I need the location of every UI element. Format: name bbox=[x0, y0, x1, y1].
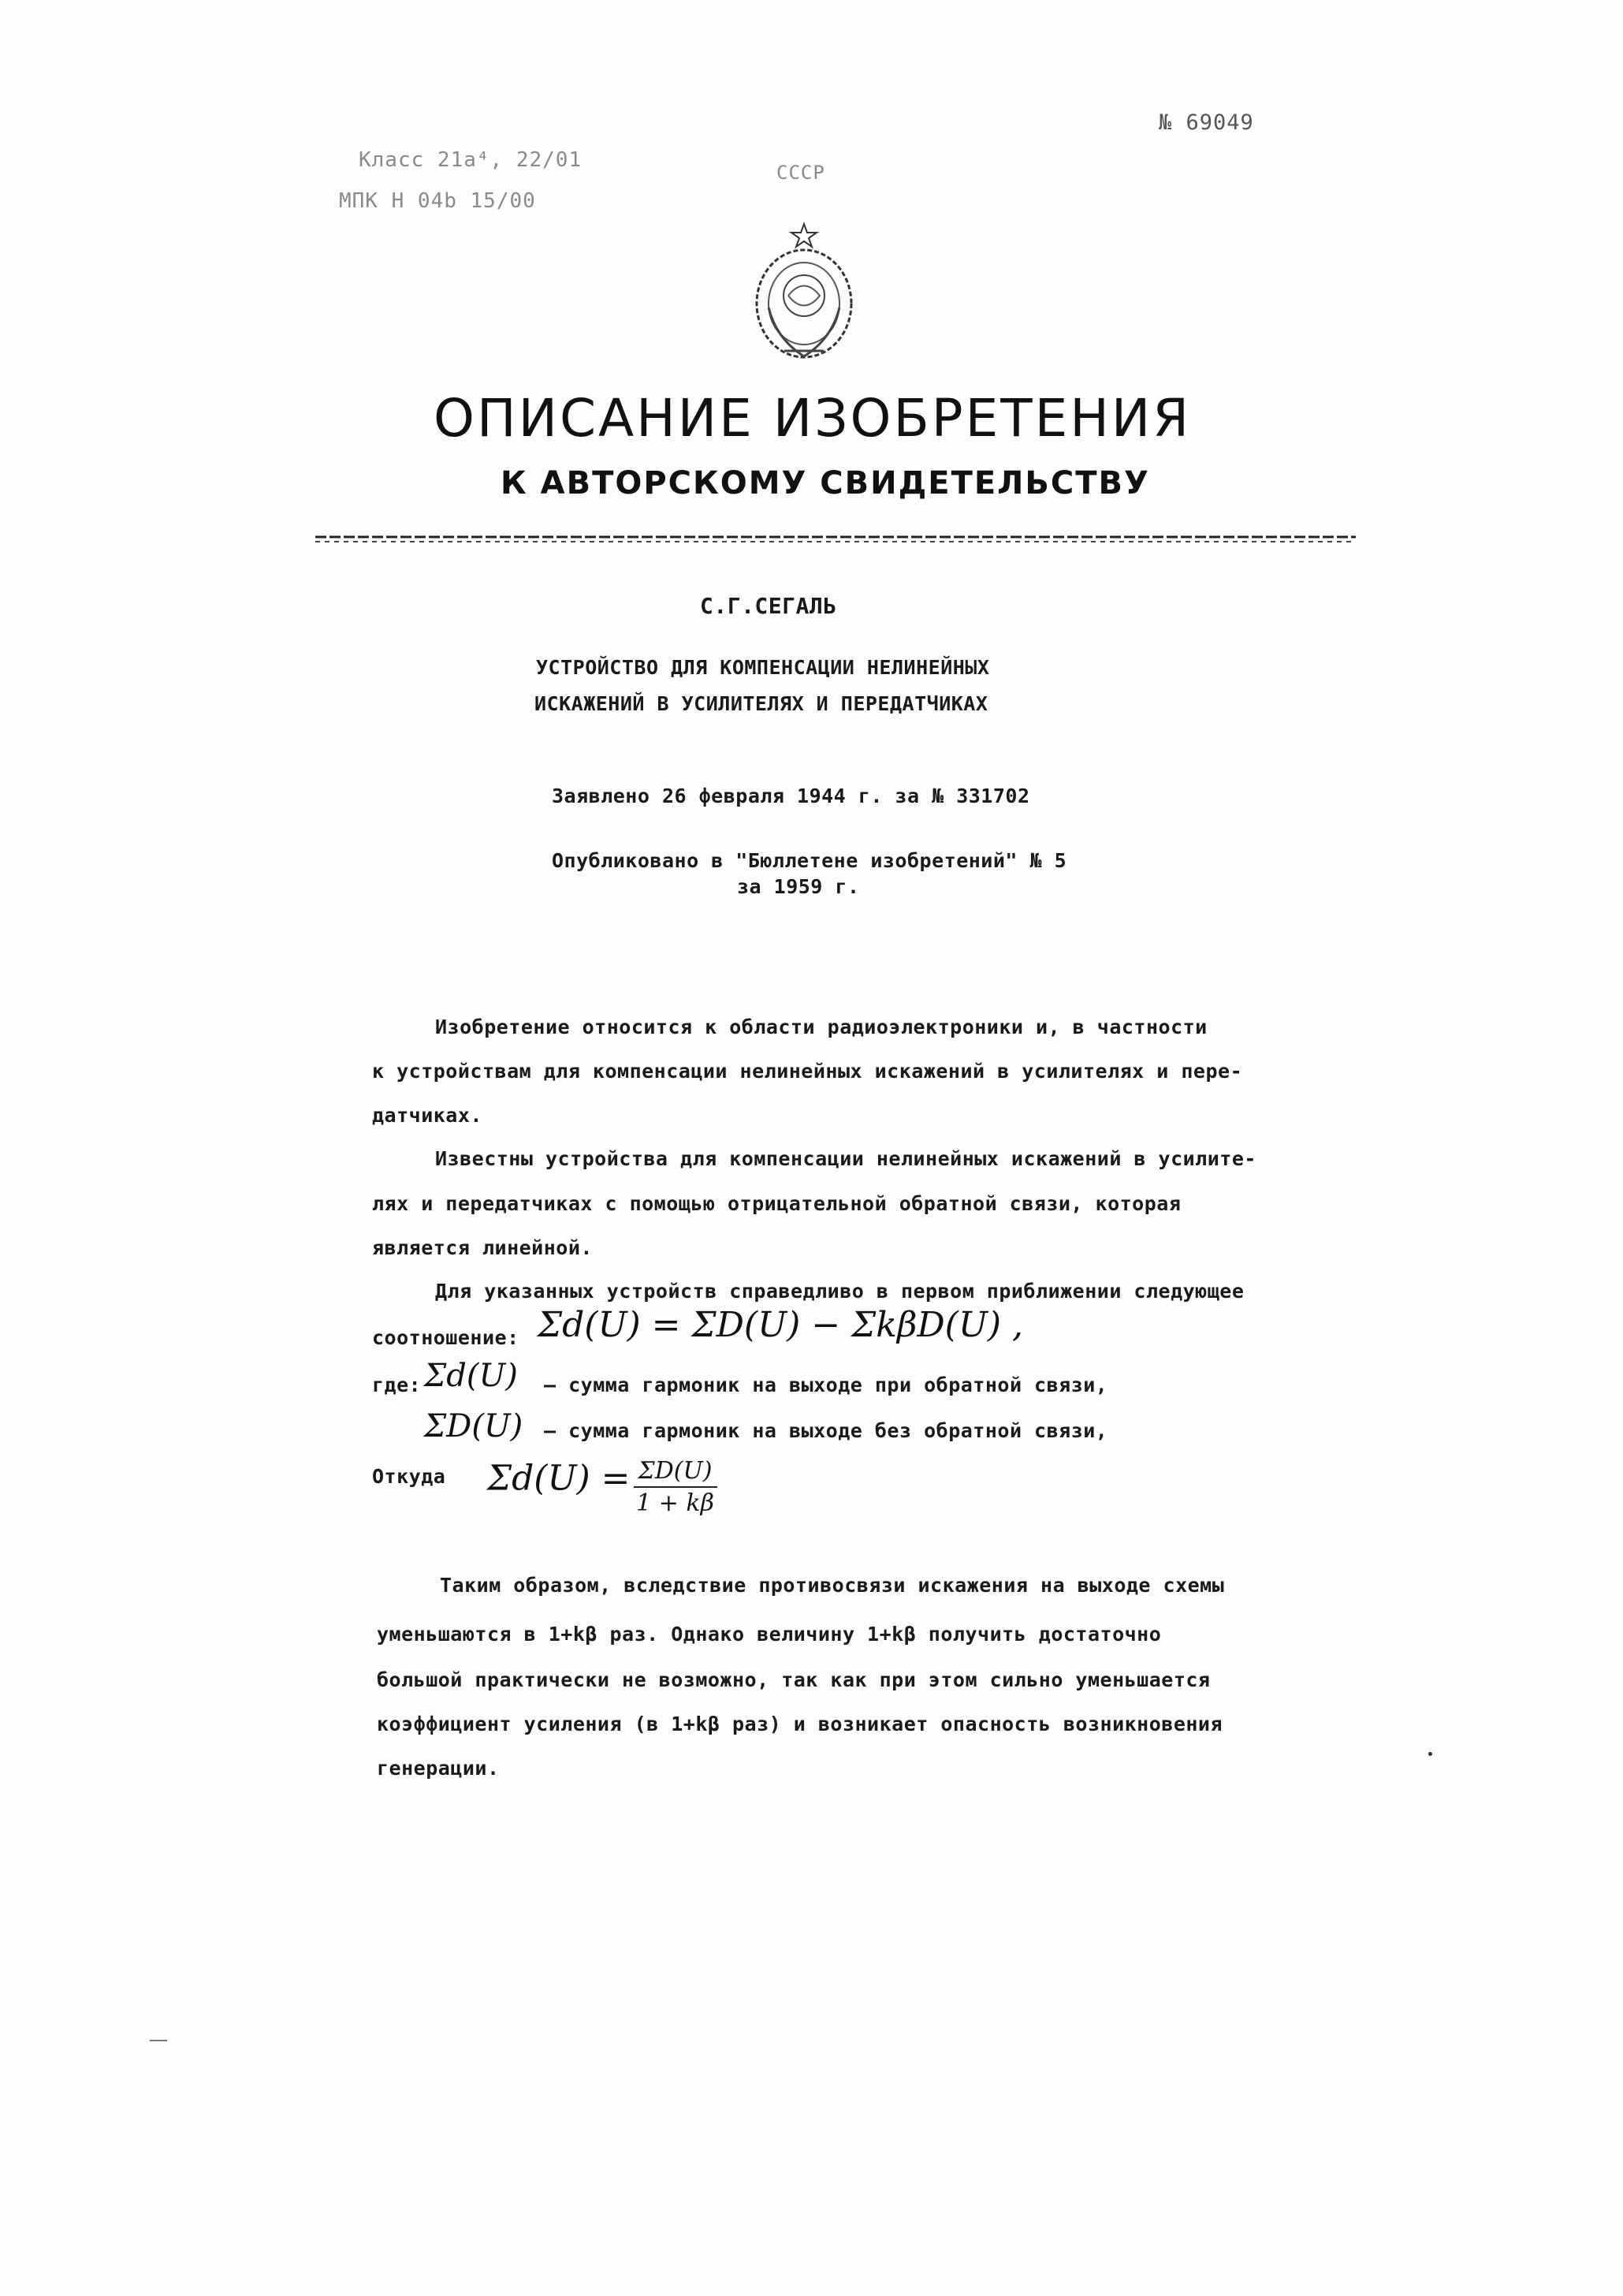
class-line: Класс 21a⁴, 22/01 bbox=[359, 148, 583, 172]
body-line: лях и передатчиках с помощью отрицательной обратной связи, которая bbox=[372, 1192, 1182, 1215]
document-subtitle: К АВТОРСКОМУ СВИДЕТЕЛЬСТВУ bbox=[501, 465, 1150, 501]
document-title: ОПИСАНИЕ ИЗОБРЕТЕНИЯ bbox=[434, 388, 1192, 449]
where-label: где: bbox=[372, 1374, 422, 1396]
author-name: С.Г.СЕГАЛЬ bbox=[700, 593, 837, 619]
body-line: Изобретение относится к области радиоэлектроники и, в частности bbox=[435, 1016, 1208, 1038]
published-line1: Опубликовано в "Бюллетене изобретений" № 5 bbox=[552, 849, 1067, 872]
published-line2: за 1959 г. bbox=[737, 875, 860, 898]
body-line: генерации. bbox=[377, 1757, 500, 1780]
body-line: уменьшаются в 1+kβ раз. Однако величину 1+kβ получить достаточно bbox=[377, 1623, 1162, 1646]
country-label: СССР bbox=[776, 162, 825, 184]
header-divider bbox=[315, 533, 1356, 544]
formula-relation: Σd(U) = ΣD(U) − ΣkβD(U) , bbox=[538, 1305, 1024, 1345]
formula-result-left: Σd(U) = bbox=[487, 1458, 631, 1499]
whence-label: Откуда bbox=[372, 1465, 446, 1488]
filed-date: Заявлено 26 февраля 1944 г. за № 331702 bbox=[552, 785, 1030, 807]
invention-title-line2: ИСКАЖЕНИЙ В УСИЛИТЕЛЯХ И ПЕРЕДАТЧИКАХ bbox=[534, 692, 988, 715]
body-line: коэффициент усиления (в 1+kβ раз) и возникает опасность возникновения bbox=[377, 1713, 1223, 1735]
patent-number: № 69049 bbox=[1159, 110, 1254, 135]
body-line: датчиках. bbox=[372, 1104, 482, 1127]
invention-title-line1: УСТРОЙСТВО ДЛЯ КОМПЕНСАЦИИ НЕЛИНЕЙНЫХ bbox=[536, 656, 990, 679]
formula-fraction bbox=[634, 1457, 717, 1517]
body-line: Таким образом, вследствие противосвязи искажения на выходе схемы bbox=[440, 1574, 1225, 1597]
body-line: Известны устройства для компенсации нелинейных искажений в усилите- bbox=[435, 1147, 1256, 1170]
body-line: к устройствам для компенсации нелинейных искажений в усилителях и пере- bbox=[372, 1060, 1243, 1083]
formula-sum-with-feedback: Σd(U) bbox=[424, 1358, 518, 1394]
formula-numerator: ΣD(U) bbox=[634, 1457, 717, 1488]
mpk-line: МПК H 04b 15/00 bbox=[339, 189, 536, 213]
scan-speck bbox=[1428, 1752, 1432, 1756]
formula-result bbox=[487, 1457, 717, 1517]
where1-text: – сумма гармоник на выходе при обратной связи, bbox=[544, 1374, 1108, 1396]
body-line: является линейной. bbox=[372, 1236, 593, 1259]
body-line: большой практически не возможно, так как при этом сильно уменьшается bbox=[377, 1668, 1211, 1691]
scan-speck bbox=[150, 2040, 167, 2041]
state-emblem bbox=[753, 221, 855, 371]
relation-label: соотношение: bbox=[372, 1326, 519, 1349]
where2-text: – сумма гармоник на выходе без обратной связи, bbox=[544, 1419, 1108, 1442]
body-line: Для указанных устройств справедливо в первом приближении следующее bbox=[435, 1280, 1245, 1303]
formula-sum-without-feedback: ΣD(U) bbox=[424, 1408, 523, 1444]
formula-denominator: 1 + kβ bbox=[636, 1489, 714, 1517]
